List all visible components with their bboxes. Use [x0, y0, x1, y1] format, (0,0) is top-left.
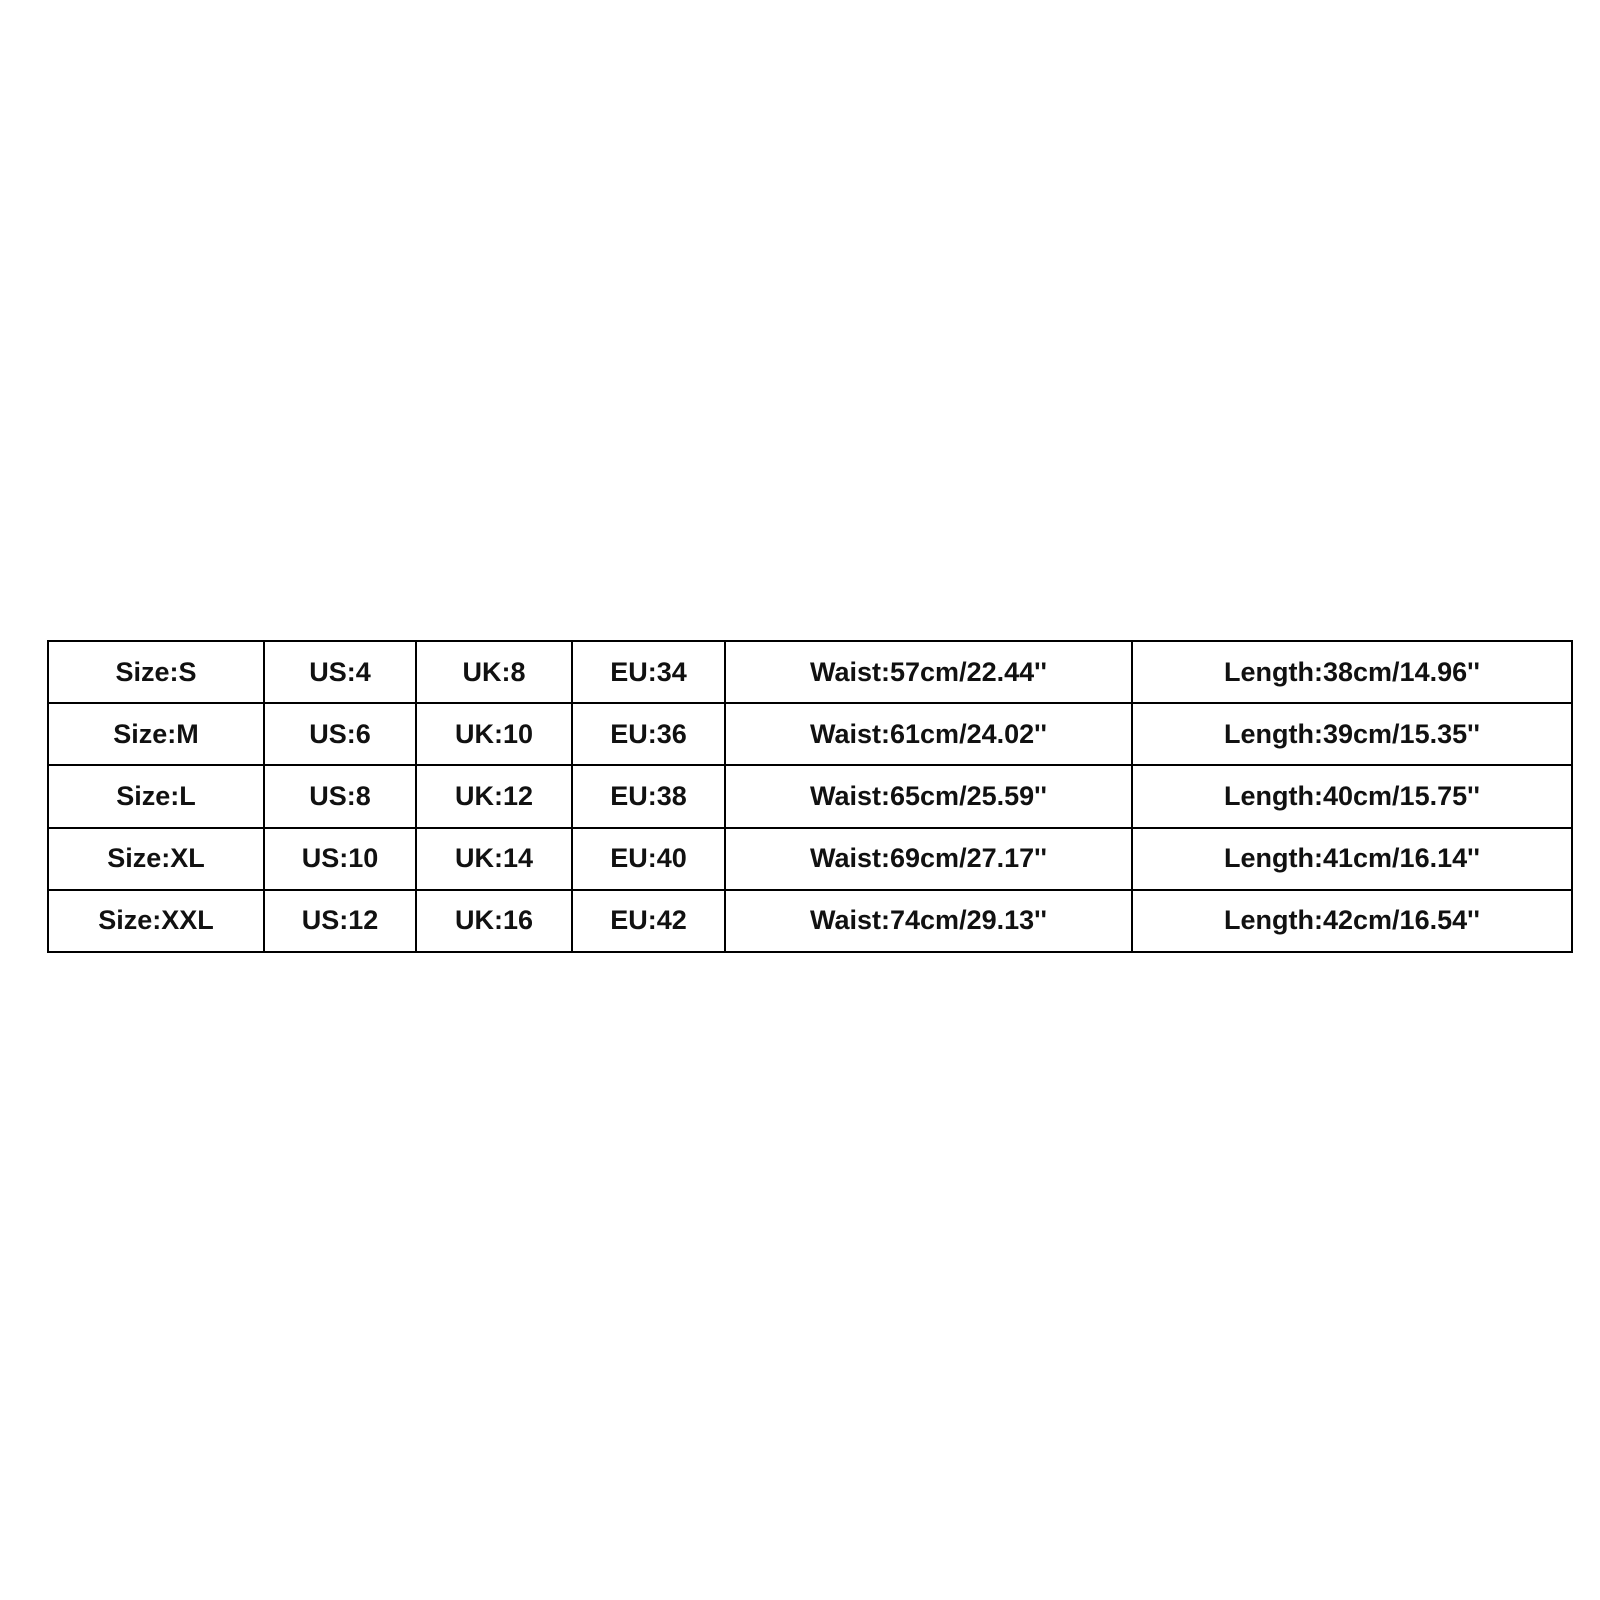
us-size-cell: US:6 [264, 703, 416, 765]
table-row [48, 765, 1572, 827]
length-cell: Length:41cm/16.14'' [1132, 828, 1572, 890]
length-cell: Length:40cm/15.75'' [1132, 765, 1572, 827]
table-row [48, 641, 1572, 703]
uk-size-cell: UK:14 [416, 828, 572, 890]
length-cell: Length:39cm/15.35'' [1132, 703, 1572, 765]
length-cell: Length:42cm/16.54'' [1132, 890, 1572, 952]
size-chart-table [47, 640, 1573, 953]
length-cell: Length:38cm/14.96'' [1132, 641, 1572, 703]
waist-cell: Waist:74cm/29.13'' [725, 890, 1132, 952]
eu-size-cell: EU:40 [572, 828, 725, 890]
waist-cell: Waist:65cm/25.59'' [725, 765, 1132, 827]
size-cell: Size:XL [48, 828, 264, 890]
eu-size-cell: EU:36 [572, 703, 725, 765]
uk-size-cell: UK:10 [416, 703, 572, 765]
eu-size-cell: EU:34 [572, 641, 725, 703]
table-row [48, 703, 1572, 765]
size-cell: Size:S [48, 641, 264, 703]
size-cell: Size:L [48, 765, 264, 827]
waist-cell: Waist:69cm/27.17'' [725, 828, 1132, 890]
uk-size-cell: UK:16 [416, 890, 572, 952]
uk-size-cell: UK:8 [416, 641, 572, 703]
us-size-cell: US:8 [264, 765, 416, 827]
table-row [48, 890, 1572, 952]
size-cell: Size:XXL [48, 890, 264, 952]
uk-size-cell: UK:12 [416, 765, 572, 827]
eu-size-cell: EU:42 [572, 890, 725, 952]
us-size-cell: US:10 [264, 828, 416, 890]
waist-cell: Waist:61cm/24.02'' [725, 703, 1132, 765]
us-size-cell: US:4 [264, 641, 416, 703]
eu-size-cell: EU:38 [572, 765, 725, 827]
table-row [48, 828, 1572, 890]
size-cell: Size:M [48, 703, 264, 765]
waist-cell: Waist:57cm/22.44'' [725, 641, 1132, 703]
us-size-cell: US:12 [264, 890, 416, 952]
